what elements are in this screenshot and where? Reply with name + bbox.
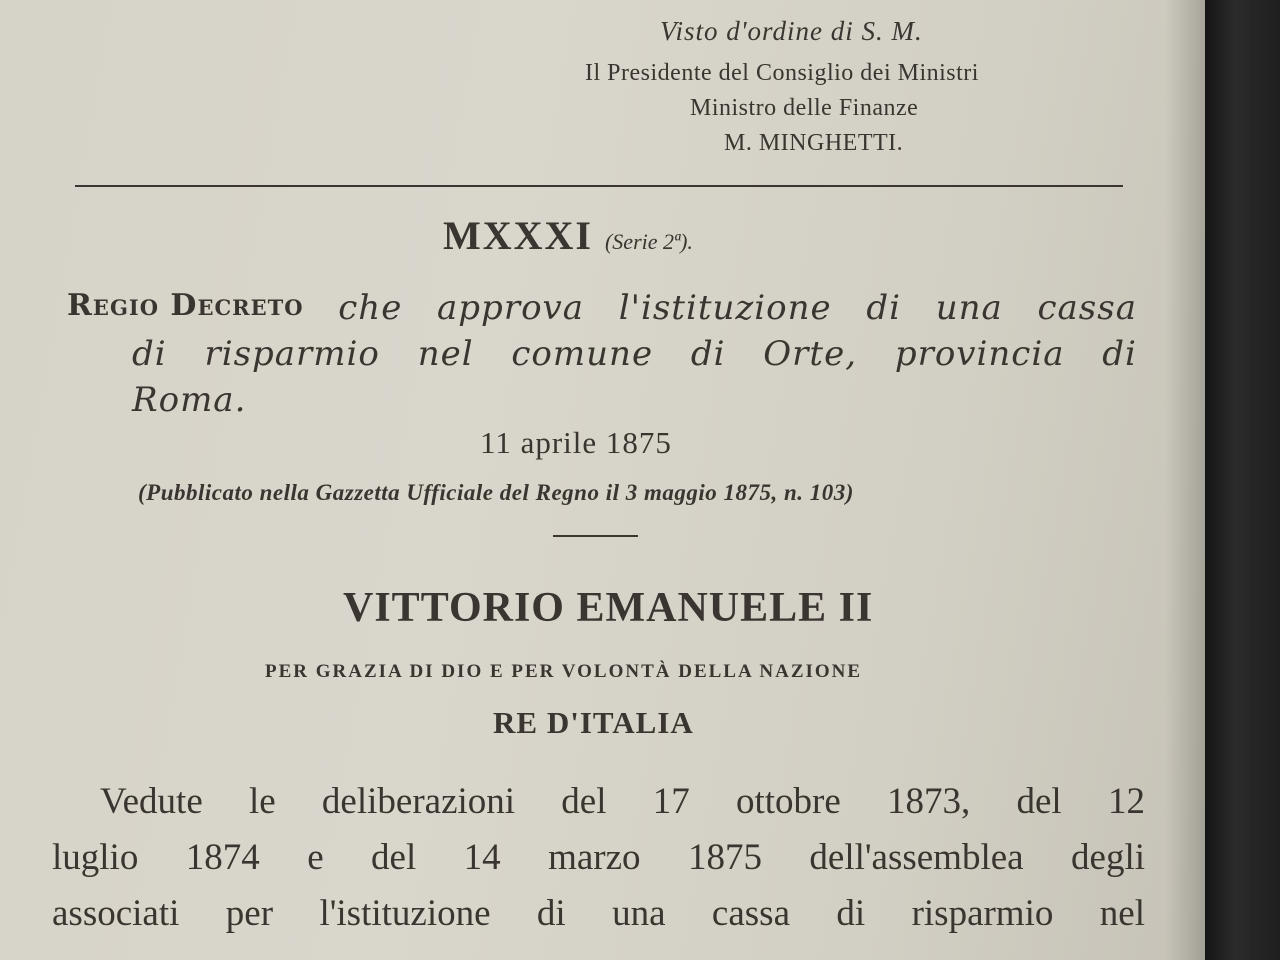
title-word: approva — [437, 288, 585, 328]
visto-line: Visto d'ordine di S. M. — [660, 16, 923, 46]
title-word: di — [132, 334, 167, 374]
body-word: deliberazioni — [321, 781, 516, 822]
body-word: l'istituzione — [319, 893, 491, 934]
body-word: 1873, — [887, 781, 971, 822]
title-word: cassa — [1037, 288, 1137, 328]
title-word: di — [1102, 334, 1137, 374]
body-word: e — [307, 837, 324, 878]
short-divider — [553, 535, 638, 537]
binding-edge — [1205, 0, 1280, 960]
body-word: ottobre — [735, 781, 841, 822]
title-word: comune — [511, 334, 654, 374]
title-word: di — [866, 288, 901, 328]
body-word: Vedute — [100, 781, 203, 822]
body-word: 1875 — [687, 837, 762, 878]
decree-number — [443, 212, 693, 259]
decree-title-line-1 — [67, 288, 1137, 328]
body-word: di — [836, 893, 866, 934]
body-word: di — [536, 893, 566, 934]
title-word: di — [690, 334, 726, 374]
section-divider — [75, 185, 1123, 187]
body-word: 1874 — [185, 837, 260, 878]
body-word: associati — [52, 893, 180, 934]
signatory-office: Ministro delle Finanze — [690, 95, 919, 121]
title-word: risparmio — [204, 334, 380, 374]
body-word: risparmio — [911, 893, 1054, 934]
body-word: cassa — [711, 893, 790, 934]
decree-serie: (Serie 2ª). — [604, 229, 693, 254]
sovereign-title: RE D'ITALIA — [493, 705, 694, 740]
title-word: che — [338, 288, 403, 328]
title-word: nel — [417, 334, 474, 374]
signatory-name: M. MINGHETTI. — [724, 130, 904, 156]
body-word: nel — [1099, 893, 1145, 934]
body-word: del — [1016, 781, 1062, 822]
title-word: una — [935, 288, 1003, 328]
decree-title-line-3: Roma. — [132, 380, 247, 420]
decree-date: 11 aprile 1875 — [480, 425, 672, 460]
decree-number-text: MXXXI — [443, 213, 593, 258]
sovereign-name: VITTORIO EMANUELE II — [343, 585, 874, 631]
body-word: le — [248, 781, 276, 822]
decree-title-line-2 — [132, 334, 1137, 374]
decree-type: Regio Decreto — [67, 288, 304, 323]
body-word: una — [612, 893, 666, 934]
body-word: 14 — [463, 837, 501, 878]
signatory-title: Il Presidente del Consiglio dei Ministri — [585, 60, 979, 86]
body-word: luglio — [52, 837, 139, 878]
publication-note: (Pubblicato nella Gazzetta Ufficiale del Regno il 3 maggio 1875, n. 103) — [138, 480, 854, 505]
body-word: dell'assemblea — [809, 837, 1024, 878]
body-line-3 — [52, 892, 1145, 935]
body-word: del — [561, 781, 607, 822]
sovereign-grace: PER GRAZIA DI DIO E PER VOLONTÀ DELLA NAZIONE — [265, 661, 863, 682]
body-line-1 — [100, 780, 1145, 823]
title-word: provincia — [894, 334, 1065, 374]
body-word: del — [371, 837, 417, 878]
title-word: l'istituzione — [618, 288, 832, 328]
body-word: 12 — [1107, 781, 1145, 822]
body-word: degli — [1071, 837, 1145, 878]
body-word: 17 — [652, 781, 690, 822]
body-word: marzo — [548, 837, 641, 878]
title-word: Orte, — [763, 334, 858, 374]
body-line-2 — [52, 836, 1145, 879]
body-word: per — [225, 893, 274, 934]
